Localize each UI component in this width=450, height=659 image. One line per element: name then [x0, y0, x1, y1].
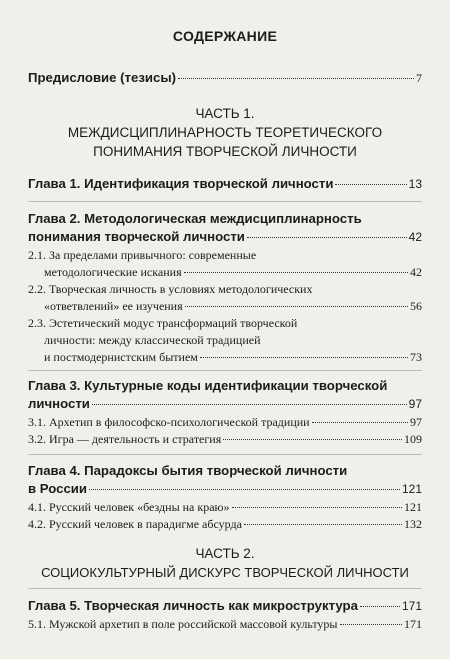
entry-label: 5.1. Мужской архетип в поле российской массовой культуры — [28, 617, 338, 631]
entry-label: в России — [28, 481, 88, 496]
dot-leader — [340, 624, 403, 625]
page-number: 42 — [408, 230, 422, 244]
part2-title: СОЦИОКУЛЬТУРНЫЙ ДИСКУРС ТВОРЧЕСКОЙ ЛИЧНОСТИ — [41, 565, 409, 580]
entry-label: и постмодернистским бытием — [44, 350, 198, 364]
toc-entry-preface[interactable] — [28, 70, 422, 86]
part1-label: ЧАСТЬ 1. — [195, 106, 255, 121]
dot-leader — [335, 184, 406, 185]
toc-entry-ch5[interactable] — [28, 598, 422, 613]
toc-entry-2-2[interactable] — [28, 299, 422, 314]
page-number: 109 — [404, 432, 422, 446]
page-number: 121 — [404, 500, 422, 514]
toc-entry-2-3[interactable] — [28, 350, 422, 365]
page-number: 97 — [410, 415, 422, 429]
entry-label: 3.2. Игра — деятельность и стратегия — [28, 432, 222, 446]
ch2-s3-line1: 2.3. Эстетический модус трансформаций творческой — [28, 316, 298, 330]
page-number: 171 — [404, 617, 422, 631]
page-number: 132 — [404, 517, 422, 531]
page-number: 97 — [408, 397, 422, 411]
page-number: 56 — [410, 299, 422, 313]
ch2-heading-line1: Глава 2. Методологическая междисциплинарность — [28, 211, 362, 226]
ch2-s1-line1: 2.1. За пределами привычного: современные — [28, 248, 257, 262]
part1-heading — [0, 104, 450, 161]
ch2-s3-line2: личности: между классической традицией — [44, 333, 261, 347]
toc-entry-ch2[interactable] — [28, 229, 422, 244]
dot-leader — [232, 507, 402, 508]
dot-leader — [185, 306, 408, 307]
page-number: 7 — [416, 71, 422, 85]
divider — [28, 454, 422, 455]
part2-label: ЧАСТЬ 2. — [195, 546, 255, 561]
page-number: 42 — [410, 265, 422, 279]
toc-entry-3-1[interactable] — [28, 415, 422, 430]
toc-entry-ch4[interactable] — [28, 481, 422, 496]
dot-leader — [178, 78, 414, 79]
toc-entry-4-2[interactable] — [28, 517, 422, 532]
dot-leader — [184, 272, 408, 273]
entry-label: методологические искания — [44, 265, 182, 279]
dot-leader — [200, 357, 408, 358]
toc-entry-4-1[interactable] — [28, 500, 422, 515]
divider — [28, 201, 422, 202]
entry-label: 4.2. Русский человек в парадигме абсурда — [28, 517, 242, 531]
part2-heading — [0, 544, 450, 582]
dot-leader — [247, 237, 407, 238]
entry-label: понимания творческой личности — [28, 229, 245, 244]
page-number: 171 — [401, 599, 422, 613]
toc-entry-3-2[interactable] — [28, 432, 422, 447]
divider — [28, 370, 422, 371]
entry-label: 4.1. Русский человек «бездны на краю» — [28, 500, 230, 514]
part1-title-line1: МЕЖДИСЦИПЛИНАРНОСТЬ ТЕОРЕТИЧЕСКОГО — [67, 125, 383, 140]
ch3-heading-line1: Глава 3. Культурные коды идентификации творческой — [28, 378, 388, 393]
ch2-s2-line1: 2.2. Творческая личность в условиях методологических — [28, 282, 313, 296]
page-number: 13 — [408, 177, 422, 191]
dot-leader — [89, 489, 400, 490]
toc-entry-ch3[interactable] — [28, 396, 422, 411]
entry-label: Глава 1. Идентификация творческой личности — [28, 176, 334, 191]
dot-leader — [312, 422, 408, 423]
toc-entry-2-1[interactable] — [28, 265, 422, 280]
entry-label: «ответвлений» ее изучения — [44, 299, 183, 313]
page-number: 121 — [401, 482, 422, 496]
divider — [28, 588, 422, 589]
entry-label: личности — [28, 396, 90, 411]
part1-title-line2: ПОНИМАНИЯ ТВОРЧЕСКОЙ ЛИЧНОСТИ — [93, 144, 357, 159]
entry-label: 3.1. Архетип в философско-психологической традиции — [28, 415, 310, 429]
page-number: 73 — [410, 350, 422, 364]
entry-label: Глава 5. Творческая личность как микроструктура — [28, 598, 358, 613]
dot-leader — [92, 404, 407, 405]
dot-leader — [223, 439, 402, 440]
toc-entry-ch1[interactable] — [28, 176, 422, 191]
dot-leader — [244, 524, 402, 525]
ch4-heading-line1: Глава 4. Парадоксы бытия творческой личности — [28, 463, 348, 478]
dot-leader — [360, 606, 400, 607]
page-title: СОДЕРЖАНИЕ — [172, 28, 278, 44]
toc-entry-5-1[interactable] — [28, 617, 422, 632]
entry-label: Предисловие (тезисы) — [28, 70, 176, 85]
